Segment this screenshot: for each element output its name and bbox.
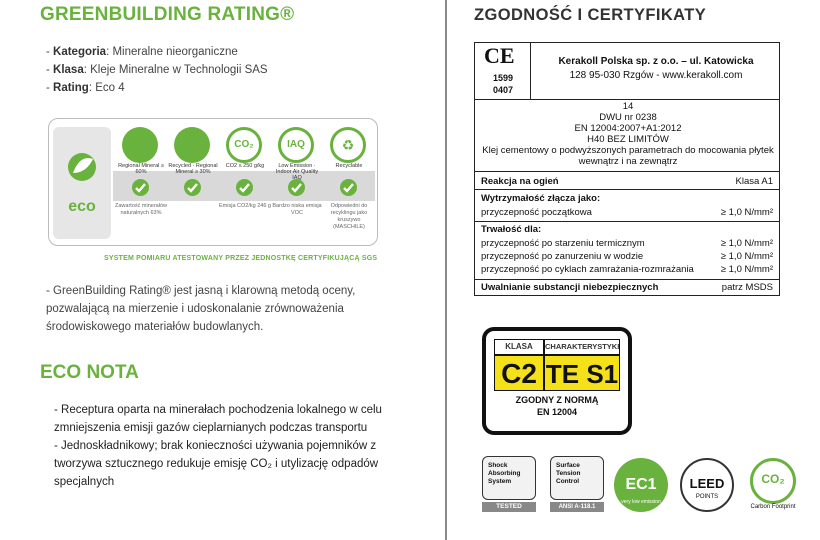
svg-text:eco: eco (68, 198, 96, 215)
icon-caption: Low Emission · Indoor Air Quality IAQ (275, 163, 319, 181)
badge-caption: Carbon Footprint (750, 504, 796, 510)
fire-reaction-value: Klasa A1 (735, 176, 773, 187)
eco-icon-co2 (219, 119, 271, 245)
bond-row-value: ≥ 1,0 N/mm² (720, 207, 773, 218)
eco-rating-panel (48, 118, 378, 246)
sas-badge: Shock Absorbing System TESTED (480, 456, 538, 514)
icon-description: Emisja CO2/kg 246 g (219, 203, 271, 209)
co2-icon: CO₂ (226, 127, 262, 163)
recyclable-icon: ♻ (330, 127, 366, 163)
norm-text: EN 12004 (536, 407, 578, 417)
badge-caption: POINTS (695, 494, 719, 500)
badge-caption: very low emission (621, 499, 661, 505)
fire-reaction-label: Reakcja na ogień (481, 176, 559, 187)
durability-title: Trwałość dla: (481, 224, 542, 235)
notified-body-number: 1599 (492, 73, 514, 83)
check-icon (184, 179, 201, 196)
icon-description: Odpowiedni do recyklingu jako kruszywo (MASCHILE) (330, 203, 368, 230)
durability-row-value: ≥ 1,0 N/mm² (720, 264, 773, 275)
check-icon (288, 179, 305, 196)
icon-description: Zawartość minerałów naturalnych 63% (115, 203, 167, 216)
iaq-icon: IAQ (278, 127, 314, 163)
company-info (531, 55, 781, 83)
decl-line: 14 (622, 101, 634, 112)
decl-line: Klej cementowy o podwyższonych parametrach do mocowania płytek wewnątrz i na zewnątrz (482, 145, 774, 167)
icon-caption: CO2 ≤ 250 g/kg (225, 163, 265, 169)
check-icon (132, 179, 149, 196)
greenbuilding-description: - GreenBuilding Rating® jest jasną i klarowną metodą oceny, pozwalającą na mierzenie i udoskonalanie zrównoważenia środowiskowego materiałów budowlanych. (46, 285, 356, 333)
eco-icon-iaq (271, 119, 323, 245)
check-icon (340, 179, 357, 196)
charakterystyki-label: CHARAKTERYSTYKI (544, 339, 620, 355)
company-line: Kerakoll Polska sp. z o.o. – ul. Katowicka (558, 56, 754, 67)
durability-row-label: przyczepność po starzeniu termicznym (481, 238, 645, 249)
column-divider (445, 0, 447, 540)
eco4-logo (53, 127, 111, 239)
eco-icon-recycled (167, 119, 219, 245)
decl-line: H40 BEZ LIMITÓW (587, 134, 669, 145)
ce-mark-cell (475, 43, 531, 99)
badge-caption: ANSI A-118.1 (550, 502, 604, 512)
product-properties (46, 43, 268, 97)
ce-mark-icon: CE (484, 43, 515, 68)
badge-caption: TESTED (482, 502, 536, 512)
klasa-label: KLASA (494, 339, 544, 355)
durability-row-value: ≥ 1,0 N/mm² (720, 251, 773, 262)
ec1-plus-badge: EC1 very low emission (612, 456, 670, 514)
sgs-note: SYSTEM POMIARU ATESTOWANY PRZEZ JEDNOSTKĘ CERTYFIKUJĄCĄ SGS (104, 255, 378, 262)
declaration-block (479, 101, 777, 167)
klasa-c2-te-s1-badge (482, 327, 632, 435)
eco-nota-item: - Receptura oparta na minerałach pochodzenia lokalnego w celu zmniejszenia emisji gazów cieplarnianych podczas transportu (54, 404, 382, 434)
eco-icon-recyclable (323, 119, 375, 245)
eco-icon-regional-mineral (115, 119, 167, 245)
icon-description: Bardzo niska emisja VOC (272, 203, 322, 216)
ce-declaration-table (474, 42, 780, 296)
hazard-label: Uwalnianie substancji niebezpiecznych (481, 282, 659, 293)
eco-nota-list (54, 401, 384, 491)
eco-nota-title: ECO NOTA (40, 362, 139, 383)
bond-row-label: przyczepność początkowa (481, 207, 592, 218)
icon-caption: Recycled · Regional Mineral ≥ 30% (168, 163, 218, 175)
leaf-icon (53, 127, 111, 239)
icon-caption: Recyclable (335, 163, 363, 169)
property-kategoria: - Kategoria: Mineralne nieorganiczne (46, 46, 238, 58)
company-line: 128 95-030 Rzgów - www.kerakoll.com (569, 70, 743, 81)
decl-line: EN 12004:2007+A1:2012 (574, 123, 682, 134)
leed-badge: LEED POINTS (678, 456, 736, 514)
property-rating: - Rating: Eco 4 (46, 82, 125, 94)
eco-nota-item: - Jednoskładnikowy; brak konieczności używania pojemników z tworzywa sztucznego redukuje emisję CO₂ i utylizację odpadów specjalnych (54, 440, 379, 488)
greenbuilding-title: GREENBUILDING RATING® (40, 4, 295, 25)
check-icon (236, 179, 253, 196)
bond-title: Wytrzymałość złącza jako: (481, 193, 601, 204)
zgodny-text: ZGODNY Z NORMĄ (515, 395, 599, 405)
surface-tension-control-badge: Surface Tension Control ANSI A-118.1 (548, 456, 606, 514)
durability-row-label: przyczepność po zanurzeniu w wodzie (481, 251, 644, 262)
ce-year: 0407 (492, 85, 514, 95)
regional-mineral-icon (122, 127, 158, 163)
hazard-value: patrz MSDS (721, 282, 773, 293)
carbon-footprint-badge: CO₂ Carbon Footprint (744, 456, 802, 514)
property-klasa: - Klasa: Kleje Mineralne w Technologii SAS (46, 64, 268, 76)
durability-row-value: ≥ 1,0 N/mm² (720, 238, 773, 249)
durability-row-label: przyczepność po cyklach zamrażania-rozmrażania (481, 264, 694, 275)
class-code: C2 (494, 355, 544, 391)
icon-caption: Regional Mineral ≥ 60% (118, 163, 164, 175)
characteristic-code: TE S1 (544, 355, 620, 391)
recycled-mineral-icon (174, 127, 210, 163)
certificates-title: ZGODNOŚĆ I CERTYFIKATY (474, 6, 707, 24)
decl-line: DWU nr 0238 (599, 112, 657, 123)
